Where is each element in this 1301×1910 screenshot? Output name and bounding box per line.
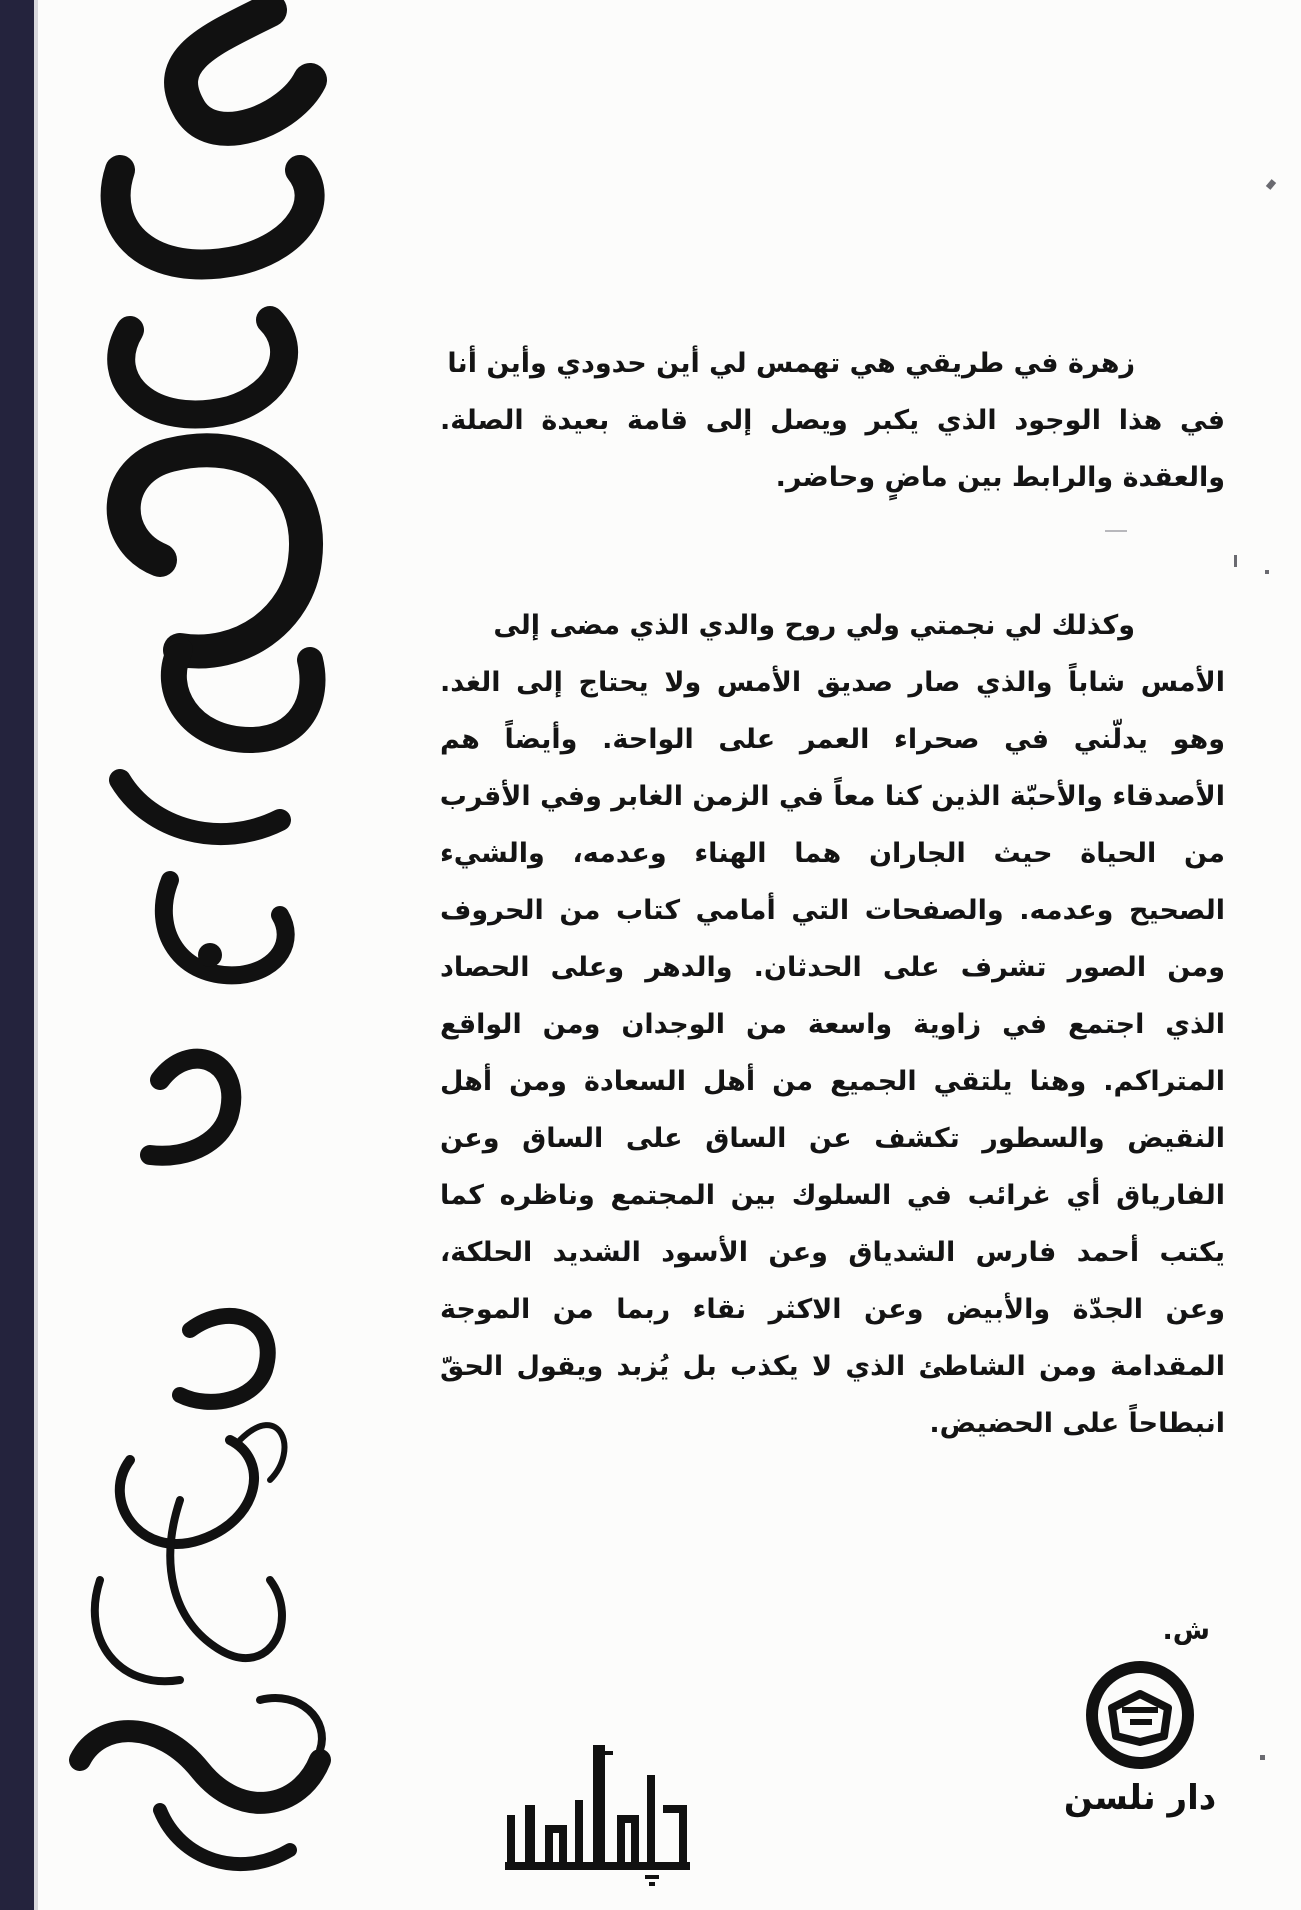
calligraphy-stroke-upper	[116, 170, 310, 264]
text-line: انبطاحاً على الحضيض.	[929, 1408, 1225, 1439]
text-line: وكذلك لي نجمتي ولي روح والدي الذي مضى إلى	[493, 610, 1135, 641]
text-line: الذي اجتمع في زاوية واسعة من الوجدان ومن الواقع	[440, 1009, 1225, 1040]
calligraphy-stroke-tail	[260, 1698, 322, 1750]
text-line: الفارياق أي غرائب في السلوك بين المجتمع وناظره كما	[440, 1180, 1225, 1211]
calligraphy-artwork	[40, 0, 370, 1910]
logo-tick	[599, 1751, 613, 1755]
text-line: النقيض والسطور تكشف عن الساق على الساق وعن	[440, 1123, 1225, 1154]
text-line: في هذا الوجود الذي يكبر ويصل إلى قامة بعيدة الصلة.	[440, 405, 1225, 436]
print-speck	[1266, 179, 1276, 190]
text-line: الأمس شاباً والذي صار صديق الأمس ولا يحتاج إلى الغد.	[440, 667, 1225, 698]
book-spine	[0, 0, 34, 1910]
text-line: زهرة في طريقي هي تهمس لي أين حدودي وأين أنا	[447, 348, 1135, 379]
logo-tall-stroke	[593, 1745, 605, 1865]
calligraphy-stroke-descender	[120, 780, 280, 834]
paragraph-2	[440, 597, 1225, 1452]
text-line: الأصدقاء والأحبّة الذين كنا معاً في الزمن الغابر وفي الأقرب	[439, 781, 1225, 812]
series-logo	[495, 1745, 700, 1890]
text-line: وهو يدلّني في صحراء العمر على الواحة. وأيضاً هم	[440, 724, 1225, 755]
author-signature: ش.	[1162, 1615, 1210, 1646]
calligraphy-stroke-loop	[121, 320, 284, 415]
logo-face	[1112, 1694, 1168, 1742]
spine-edge	[34, 0, 38, 1910]
calligraphy-stroke-meem-2	[180, 1316, 268, 1402]
calligraphy-stroke-bottom	[80, 1731, 320, 1803]
logo-ring	[1092, 1667, 1188, 1763]
text-line: المقدامة ومن الشاطئ الذي لا يكذب بل يُزبد ويقول الحقّ	[440, 1351, 1225, 1382]
publisher-name: دار نلسن	[1063, 1778, 1217, 1818]
back-cover-text	[440, 335, 1225, 1452]
text-line: يكتب أحمد فارس الشدياق وعن الأسود الشديد الحلكة،	[440, 1237, 1225, 1268]
calligraphy-stroke-center	[124, 450, 306, 651]
text-line: ومن الصور تشرف على الحدثان. والدهر وعلى الحصاد	[440, 952, 1225, 983]
text-line: وعن الجدّة والأبيض وعن الاكثر نقاء ربما من الموجة	[440, 1294, 1225, 1325]
text-line: من الحياة حيث الجاران هما الهناء وعدمه، والشيء	[440, 838, 1225, 869]
print-speck	[1105, 530, 1127, 532]
print-speck	[1234, 555, 1237, 567]
text-line: الصحيح وعدمه. والصفحات التي أمامي كتاب من الحروف	[440, 895, 1225, 926]
calligraphy-stroke-bottom-2	[160, 1810, 290, 1864]
calligraphy-stroke-flourish-1	[120, 1440, 254, 1544]
calligraphy-dot-1	[198, 943, 222, 967]
print-speck	[1260, 1755, 1265, 1760]
paragraph-1	[440, 335, 1225, 506]
publisher-logo	[1060, 1660, 1220, 1840]
calligraphy-stroke-flourish-3	[95, 1580, 180, 1681]
print-speck	[1265, 570, 1269, 574]
text-line: والعقدة والرابط بين ماضٍ وحاضر.	[775, 462, 1225, 493]
calligraphy-stroke-hook	[164, 880, 286, 975]
calligraphy-stroke-meem-1	[150, 1059, 231, 1156]
text-line: المتراكم. وهنا يلتقي الجميع من أهل السعادة ومن أهل	[440, 1066, 1225, 1097]
calligraphy-stroke-top	[181, 10, 310, 129]
